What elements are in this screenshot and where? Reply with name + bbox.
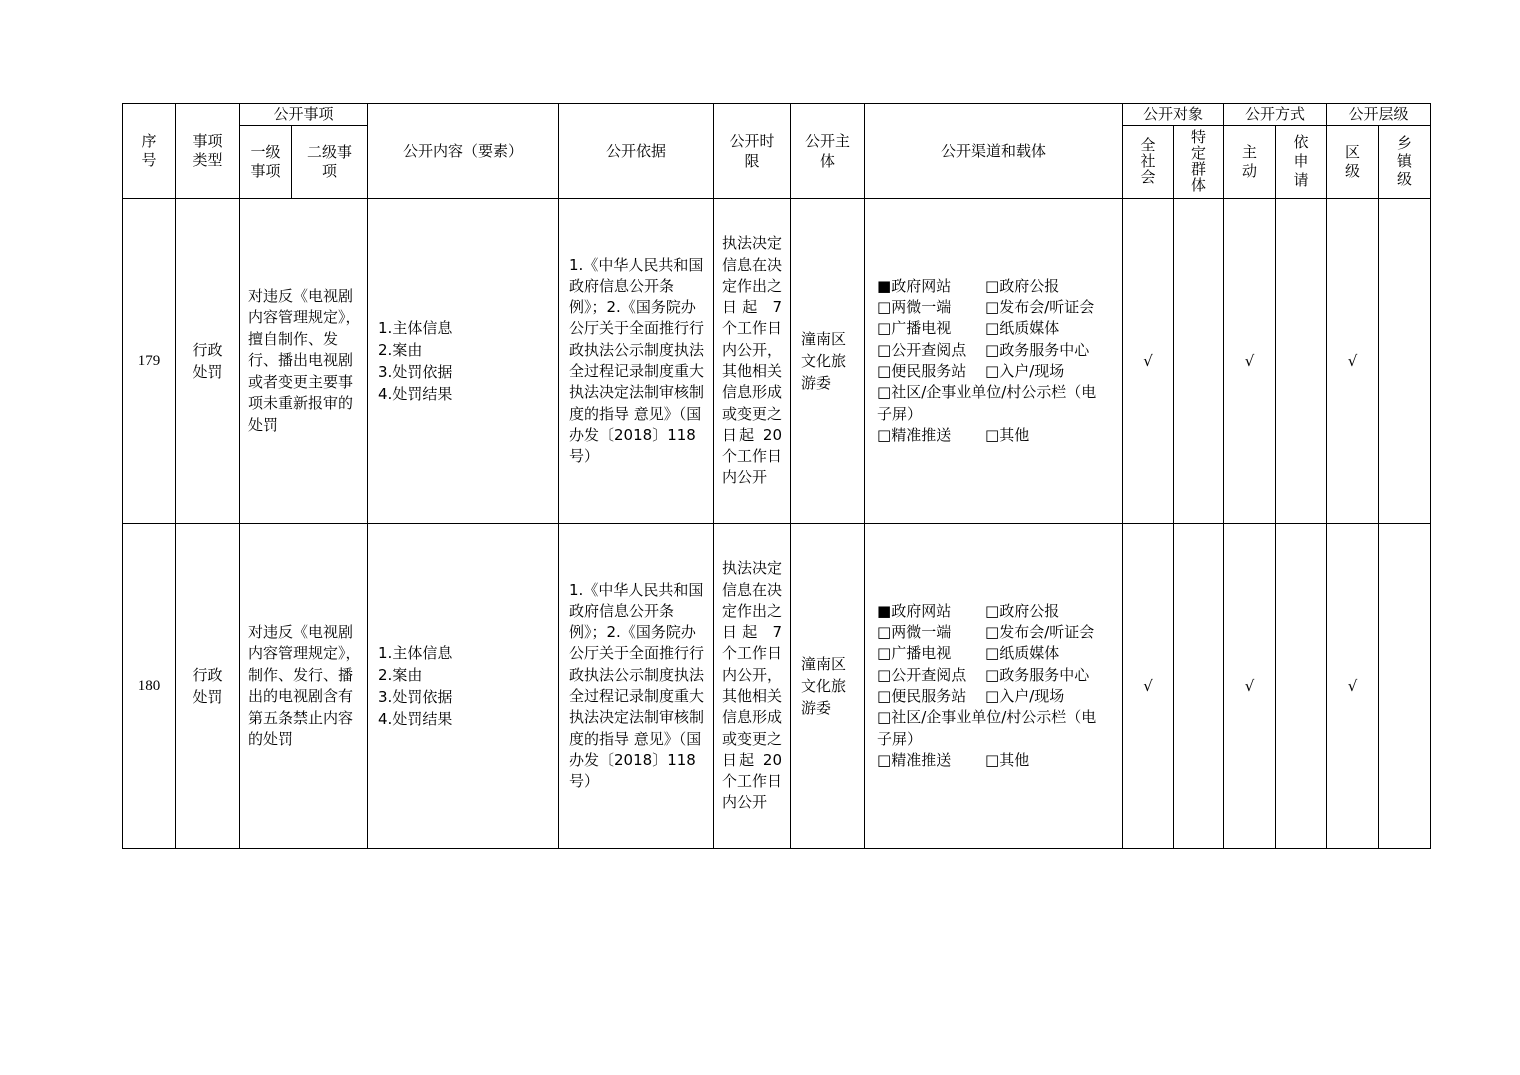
- row-level-district: √: [1327, 199, 1379, 524]
- header-level1: 一级事项: [240, 126, 292, 199]
- channel-line: [877, 601, 1110, 622]
- channel-option: □政务服务中心: [985, 665, 1090, 684]
- channel-line: [877, 425, 1110, 446]
- header-level-district: 区级: [1327, 126, 1379, 199]
- channel-option: □纸质媒体: [985, 644, 1060, 663]
- channel-line: [877, 643, 1110, 664]
- channel-line: [877, 361, 1110, 382]
- channel-option: ■政府网站: [877, 601, 952, 620]
- row-method-active: √: [1224, 199, 1276, 524]
- row-type: 行政处罚: [176, 199, 240, 524]
- row-item: 对违反《电视剧内容管理规定》，制作、发行、播出的电视剧含有第五条禁止内容的处罚: [240, 524, 368, 849]
- header-obj-specific: 特定群体: [1174, 126, 1224, 199]
- header-subject: 公开主体: [791, 104, 865, 199]
- channel-option: □政府公报: [985, 601, 1060, 620]
- channel-line: [877, 686, 1110, 707]
- row-time-limit: 执法决定信息在决定作出之日起 7 个工作日内公开，其他相关信息形成或变更之日起 20 个工作日内公开: [714, 524, 791, 849]
- channel-option: □广播电视: [877, 319, 952, 338]
- table-row: [123, 199, 1431, 524]
- header-level-group: 公开层级: [1327, 104, 1431, 126]
- header-object-group: 公开对象: [1123, 104, 1224, 126]
- row-level-town: [1379, 524, 1431, 849]
- channel-option: □其他: [985, 425, 1030, 444]
- content-item: 2.案由: [378, 341, 423, 359]
- header-seq: 序号: [123, 104, 176, 199]
- content-item: 1.主体信息: [378, 319, 453, 337]
- row-level-town: [1379, 199, 1431, 524]
- header-level-town: 乡镇级: [1379, 126, 1431, 199]
- header-basis: 公开依据: [559, 104, 714, 199]
- channel-option: □入户/现场: [985, 687, 1065, 705]
- header-method-group: 公开方式: [1224, 104, 1327, 126]
- channel-line: [877, 622, 1110, 643]
- content-item: 4.处罚结果: [378, 710, 453, 728]
- channel-option: □便民服务站: [877, 362, 967, 380]
- content-item: 3.处罚依据: [378, 688, 453, 706]
- content-item: 2.案由: [378, 666, 423, 684]
- channel-option: □公开查阅点: [877, 340, 967, 359]
- row-time-limit: 执法决定信息在决定作出之日起 7 个工作日内公开，其他相关信息形成或变更之日起 20 个工作日内公开: [714, 199, 791, 524]
- channel-line: [877, 297, 1110, 318]
- channel-line: [877, 665, 1110, 686]
- row-seq: 180: [123, 524, 176, 849]
- row-obj-specific: [1174, 199, 1224, 524]
- header-level2: 二级事项: [292, 126, 368, 199]
- channel-option: □纸质媒体: [985, 319, 1060, 338]
- header-time-limit: 公开时限: [714, 104, 791, 199]
- header-type: 事项类型: [176, 104, 240, 199]
- channel-option: □发布会/听证会: [985, 623, 1095, 642]
- row-level-district: √: [1327, 524, 1379, 849]
- channel-option: □社区/企事业单位/村公示栏（电子屏）: [877, 383, 1097, 423]
- channel-option: □精准推送: [877, 425, 952, 444]
- channel-line: [877, 382, 1110, 425]
- content-item: 3.处罚依据: [378, 363, 453, 381]
- row-obj-all: √: [1123, 524, 1174, 849]
- channel-option: □便民服务站: [877, 687, 967, 705]
- table-row: [123, 524, 1431, 849]
- row-item: 对违反《电视剧内容管理规定》，擅自制作、发行、播出电视剧或者变更主要事项未重新报审的处罚: [240, 199, 368, 524]
- row-method-apply: [1276, 524, 1327, 849]
- row-basis: 1.《中华人民共和国政府信息公开条例》；2.《国务院办公厅关于全面推行行政执法公示制度执法全过程记录制度重大执法决定法制审核制度的指导 意见》（国办发〔2018〕118号）: [559, 524, 714, 849]
- channel-line: [877, 276, 1110, 297]
- row-channels: [865, 199, 1123, 524]
- channel-option: □政务服务中心: [985, 340, 1090, 359]
- channel-line: [877, 340, 1110, 361]
- channel-line: [877, 318, 1110, 339]
- disclosure-table: [122, 103, 1431, 849]
- channel-option: □两微一端: [877, 298, 952, 317]
- row-subject: 潼南区文化旅游委: [791, 199, 865, 524]
- header-method-active: 主动: [1224, 126, 1276, 199]
- row-channels: [865, 524, 1123, 849]
- row-type: 行政处罚: [176, 524, 240, 849]
- row-content: [368, 199, 559, 524]
- channel-line: [877, 707, 1110, 750]
- row-basis: 1.《中华人民共和国政府信息公开条例》；2.《国务院办公厅关于全面推行行政执法公示制度执法全过程记录制度重大执法决定法制审核制度的指导 意见》（国办发〔2018〕118号）: [559, 199, 714, 524]
- header-channels: 公开渠道和载体: [865, 104, 1123, 199]
- row-obj-specific: [1174, 524, 1224, 849]
- row-content: [368, 524, 559, 849]
- content-item: 1.主体信息: [378, 644, 453, 662]
- channel-option: □两微一端: [877, 623, 952, 642]
- row-method-apply: [1276, 199, 1327, 524]
- row-obj-all: √: [1123, 199, 1174, 524]
- row-seq: 179: [123, 199, 176, 524]
- channel-option: □公开查阅点: [877, 665, 967, 684]
- channel-option: □其他: [985, 750, 1030, 769]
- header-method-apply: 依申请: [1276, 126, 1327, 199]
- channel-option: □入户/现场: [985, 362, 1065, 380]
- row-subject: 潼南区文化旅游委: [791, 524, 865, 849]
- row-method-active: √: [1224, 524, 1276, 849]
- channel-option: □发布会/听证会: [985, 298, 1095, 317]
- content-item: 4.处罚结果: [378, 385, 453, 403]
- channel-option: □社区/企事业单位/村公示栏（电子屏）: [877, 708, 1097, 748]
- channel-option: □广播电视: [877, 644, 952, 663]
- header-obj-all: 全社会: [1123, 126, 1174, 199]
- channel-option: ■政府网站: [877, 276, 952, 295]
- header-items-group: 公开事项: [240, 104, 368, 126]
- channel-option: □政府公报: [985, 276, 1060, 295]
- channel-line: [877, 750, 1110, 771]
- header-content: 公开内容（要素）: [368, 104, 559, 199]
- channel-option: □精准推送: [877, 750, 952, 769]
